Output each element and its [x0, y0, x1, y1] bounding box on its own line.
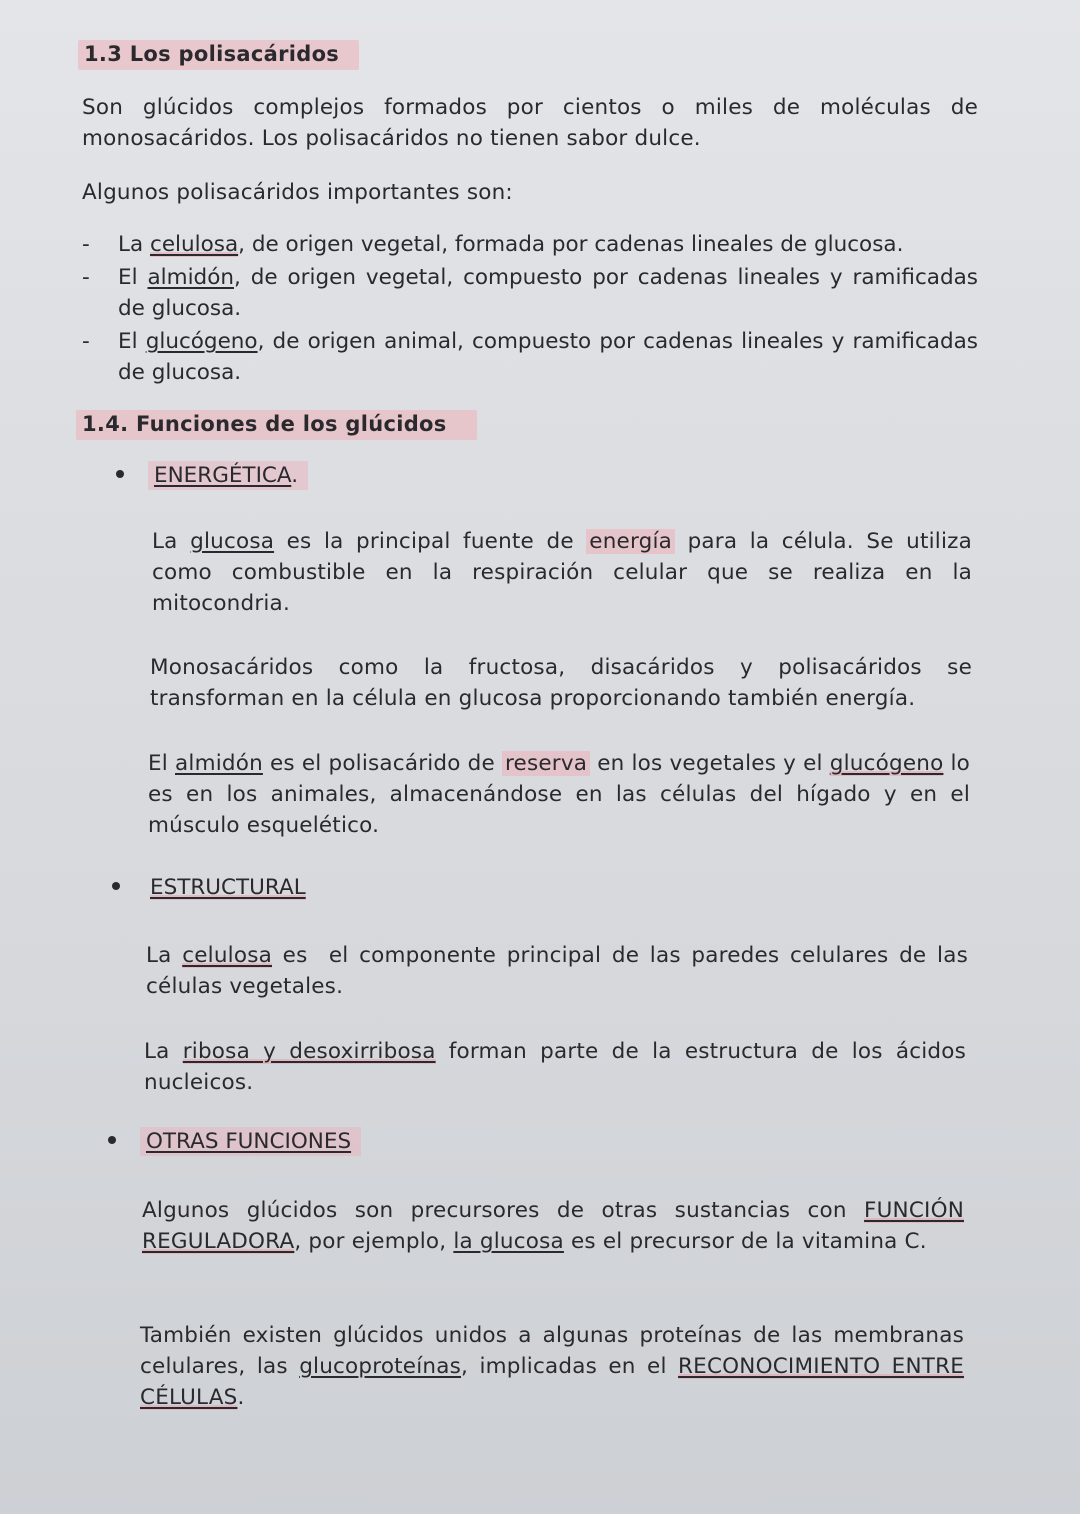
- otras-paragraph-1: [142, 1195, 964, 1257]
- term-glucogeno: glucógeno: [145, 329, 258, 354]
- text: es el polisacárido de: [262, 751, 502, 776]
- term-glucogeno: glucógeno: [829, 751, 944, 776]
- text: , por ejemplo,: [294, 1229, 454, 1254]
- term-glucoproteinas: glucoproteínas: [299, 1354, 462, 1379]
- text: La: [144, 1039, 183, 1064]
- dash-bullet-icon: -: [82, 265, 90, 290]
- highlight-reserva: reserva: [502, 751, 590, 776]
- text: , implicadas en el: [461, 1354, 679, 1379]
- bullet-energetica: [116, 460, 308, 491]
- text: El: [148, 751, 176, 776]
- text: en los vegetales y el: [590, 751, 830, 776]
- otras-paragraph-2: [140, 1320, 964, 1413]
- term-almidon: almidón: [147, 265, 234, 290]
- text: La: [146, 943, 183, 968]
- list-item-pre: La: [118, 232, 150, 257]
- bullet-dot-icon: [116, 470, 124, 478]
- highlight-energia: energía: [586, 529, 675, 554]
- term-ribosa-desoxirribosa: ribosa y desoxirribosa: [182, 1039, 436, 1064]
- list-item-glucogeno: [82, 326, 978, 388]
- term-almidon: almidón: [175, 751, 263, 776]
- list-item-celulosa: [82, 229, 978, 260]
- list-item-post: , de origen vegetal, formada por cadenas lineales de glucosa.: [238, 232, 904, 257]
- term-glucosa: glucosa: [190, 529, 275, 554]
- label-suffix: .: [291, 463, 299, 488]
- bullet-estructural: [112, 872, 316, 903]
- term-la-glucosa: la glucosa: [453, 1229, 564, 1254]
- dash-bullet-icon: -: [82, 329, 90, 354]
- term-celulosa: celulosa: [182, 943, 272, 968]
- text: es la principal fuente de: [274, 529, 587, 554]
- section-heading-funciones: 1.4. Funciones de los glúcidos: [76, 410, 477, 440]
- text: es el componente principal de las paredes celulares de las células vegetales.: [146, 943, 976, 999]
- list-item-pre: El: [118, 329, 146, 354]
- text: forman parte de la estructura de los ácidos nucleicos.: [144, 1039, 966, 1095]
- polisacaridos-list-intro: Algunos polisacáridos importantes son:: [82, 180, 513, 205]
- term-funcion-reguladora: FUNCIÓN REGULADORA: [142, 1198, 964, 1254]
- text: para la célula. Se utiliza como combustible en la respiración celular que se realiza en la mitocondria.: [152, 529, 973, 616]
- estructural-paragraph-1: [146, 940, 976, 1002]
- section-heading-polisacaridos: 1.3 Los polisacáridos: [78, 40, 359, 70]
- polisacaridos-intro-paragraph: Son glúcidos complejos formados por cientos o miles de moléculas de monosacáridos. Los polisacáridos no tienen sabor dulce.: [82, 95, 978, 151]
- label-otras-funciones: OTRAS FUNCIONES: [146, 1129, 352, 1154]
- text: .: [237, 1385, 245, 1410]
- list-item-post: , de origen vegetal, compuesto por cadenas lineales y ramificadas de glucosa.: [118, 265, 978, 321]
- text: Algunos glúcidos son precursores de otras sustancias con: [142, 1198, 865, 1223]
- bullet-otras-funciones: [108, 1126, 361, 1157]
- label-estructural: ESTRUCTURAL: [150, 875, 306, 900]
- text: lo es en los animales, almacenándose en las células del hígado y en el músculo esquelético.: [148, 751, 971, 838]
- list-item-post: , de origen animal, compuesto por cadenas lineales y ramificadas de glucosa.: [118, 329, 978, 385]
- estructural-paragraph-2: [144, 1036, 966, 1098]
- energetica-paragraph-3: [148, 748, 970, 841]
- energetica-paragraph-2: Monosacáridos como la fructosa, disacáridos y polisacáridos se transforman en la célula en glucosa proporcionando también energía.: [150, 655, 972, 711]
- text: La: [152, 529, 191, 554]
- bullet-dot-icon: [112, 882, 120, 890]
- label-energetica: ENERGÉTICA: [154, 463, 292, 488]
- energetica-paragraph-1: [152, 526, 972, 619]
- list-item-almidon: [82, 262, 978, 324]
- dash-bullet-icon: -: [82, 232, 90, 257]
- list-item-pre: El: [118, 265, 148, 290]
- text: es el precursor de la vitamina C.: [563, 1229, 927, 1254]
- term-celulosa: celulosa: [150, 232, 239, 257]
- term-reconocimiento-entre-celulas: RECONOCIMIENTO ENTRE CÉLULAS: [140, 1354, 965, 1410]
- bullet-dot-icon: [108, 1136, 116, 1144]
- text: También existen glúcidos unidos a algunas proteínas de las membranas celulares, las: [140, 1323, 964, 1379]
